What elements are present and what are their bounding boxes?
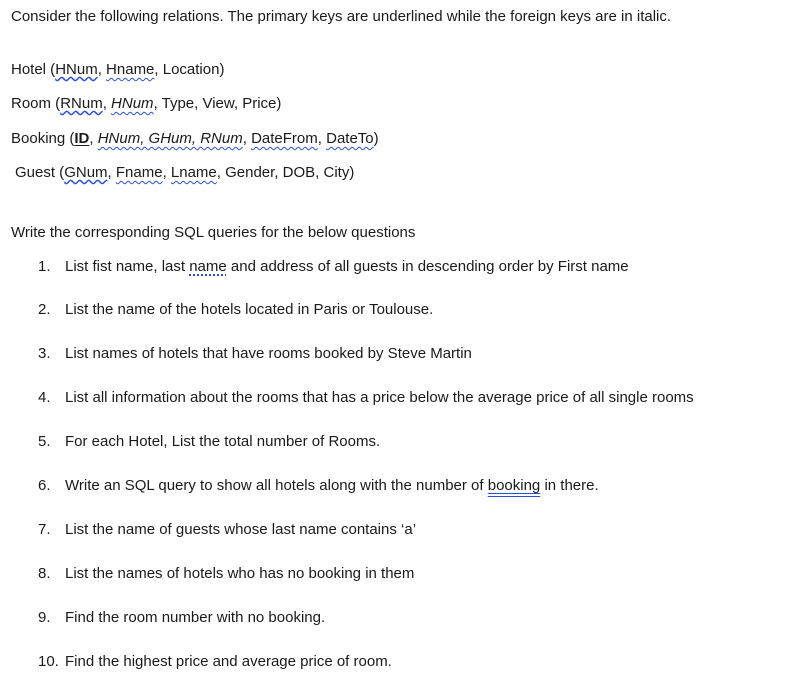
list-number: 2. [38, 301, 51, 318]
relation-guest-name: Guest ( [15, 164, 65, 181]
hotel-sep: , [97, 61, 107, 78]
room-key-rnum: RNum [60, 95, 103, 112]
booking-sep1: , [89, 130, 98, 147]
question-text: List the names of hotels who has no booking in them [65, 565, 415, 582]
relation-hotel-name: Hotel ( [11, 61, 56, 78]
question-text [65, 257, 629, 277]
booking-rest: ) [373, 130, 379, 147]
question-text: List all information about the rooms that has a price below the average price of all single rooms [65, 389, 694, 406]
list-number: 5. [38, 433, 51, 450]
hotel-rest: , Location) [154, 61, 225, 78]
instructions-text: Write the corresponding SQL queries for the below questions [11, 224, 416, 241]
list-number: 3. [38, 345, 51, 362]
booking-sep2: , [242, 130, 252, 147]
booking-key-id: ID [74, 130, 90, 147]
intro-text: Consider the following relations. The primary keys are underlined while the foreign keys are in italic. [11, 8, 672, 25]
question-text-part: in there. [540, 477, 599, 494]
room-sep: , [102, 95, 112, 112]
guest-key-lname: Lname [170, 164, 217, 181]
question-text: For each Hotel, List the total number of Rooms. [65, 433, 381, 450]
grammar-flag: booking [487, 477, 541, 494]
guest-rest: , Gender, DOB, City) [216, 164, 355, 181]
relation-booking-name: Booking ( [11, 130, 75, 147]
question-text: Find the highest price and average price of room. [65, 653, 392, 670]
guest-key-fname: Fname [115, 164, 163, 181]
booking-foreign-keys: HNum, GHum, RNum [97, 130, 243, 147]
list-number: 4. [38, 389, 51, 406]
question-text [65, 476, 599, 496]
relation-guest [15, 163, 354, 183]
grammar-flag: name [189, 258, 227, 275]
question-text: List the name of guests whose last name contains ‘a’ [65, 521, 417, 538]
question-text-part: Write an SQL query to show all hotels along with the number of [65, 477, 488, 494]
hotel-key-hname: Hname [106, 61, 155, 78]
list-number: 8. [38, 565, 51, 582]
relation-room-name: Room ( [11, 95, 61, 112]
guest-sep1: , [107, 164, 116, 181]
booking-sep3: , [317, 130, 327, 147]
question-text: List the name of the hotels located in Paris or Toulouse. [65, 301, 434, 318]
relation-hotel [11, 60, 224, 80]
list-number: 10. [38, 653, 59, 670]
relation-room [11, 94, 281, 114]
list-number: 6. [38, 477, 51, 494]
list-number: 7. [38, 521, 51, 538]
question-text-part: and address of all guests in descending order by First name [226, 258, 629, 275]
booking-key-dateto: DateTo [326, 130, 374, 147]
guest-key-gnum: GNum [64, 164, 108, 181]
question-text: List names of hotels that have rooms booked by Steve Martin [65, 345, 472, 362]
question-text-part: List fist name, last [65, 258, 190, 275]
list-number: 9. [38, 609, 51, 626]
room-key-hnum: HNum [111, 95, 154, 112]
booking-key-datefrom: DateFrom [251, 130, 318, 147]
question-text: Find the room number with no booking. [65, 609, 326, 626]
relation-booking [11, 129, 379, 149]
guest-sep2: , [162, 164, 171, 181]
room-rest: , Type, View, Price) [153, 95, 282, 112]
hotel-key-hnum: HNum [55, 61, 98, 78]
list-number: 1. [38, 258, 51, 275]
